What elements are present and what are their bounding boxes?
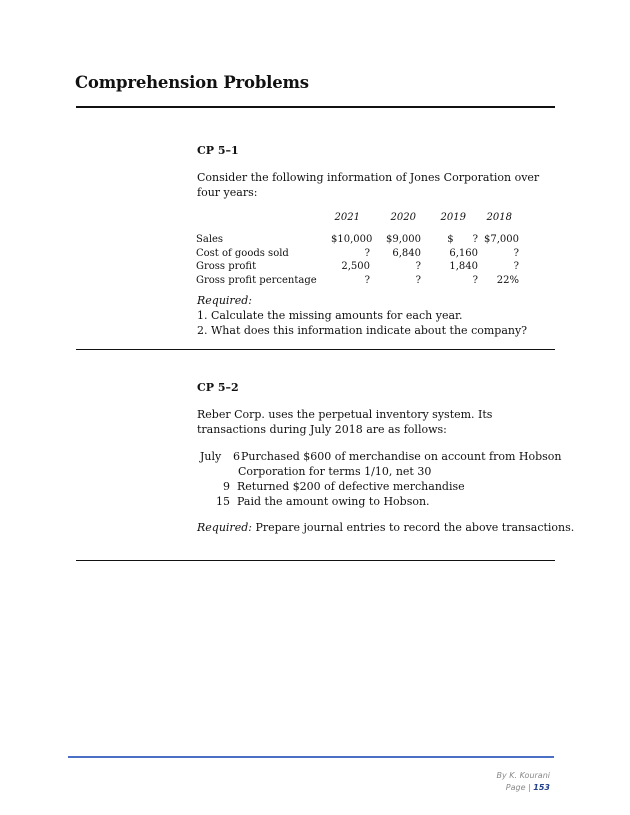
table-cell: 6,840 bbox=[392, 247, 421, 259]
transaction-continuation: Corporation for terms 1/10, net 30 bbox=[238, 465, 432, 478]
table-cell: ? bbox=[513, 261, 519, 272]
transaction-day: 15 bbox=[216, 495, 230, 508]
cp2-required-text: Prepare journal entries to record the above transactions. bbox=[255, 521, 575, 534]
problem-divider bbox=[76, 349, 555, 350]
cp2-required bbox=[197, 520, 577, 535]
footer-page bbox=[506, 783, 550, 792]
table-cell: 1,840 bbox=[449, 261, 478, 272]
cp1-intro: Consider the following information of Jones Corporation over four years: bbox=[197, 171, 540, 199]
transaction-text: Returned $200 of defective merchandise bbox=[237, 480, 465, 493]
table-cell: ? bbox=[415, 274, 421, 286]
section-title: Comprehension Problems bbox=[75, 73, 309, 92]
table-cell: $9,000 bbox=[386, 234, 421, 245]
year-header: 2018 bbox=[486, 212, 512, 223]
table-cell: ? bbox=[415, 261, 421, 272]
table-cell: 6,160 bbox=[449, 247, 478, 259]
table-cell: ? bbox=[513, 247, 519, 259]
row-label: Cost of goods sold bbox=[196, 247, 289, 259]
table-cell: $7,000 bbox=[484, 234, 519, 245]
transaction-month: July bbox=[200, 450, 222, 463]
row-label: Gross profit percentage bbox=[196, 274, 317, 286]
section-divider bbox=[76, 106, 555, 108]
transaction-day: 9 bbox=[223, 480, 230, 493]
cp1-required-label: Required: bbox=[197, 294, 252, 307]
transaction-text: Purchased $600 of merchandise on account from Hobson bbox=[241, 450, 562, 463]
table-cell: ? bbox=[472, 274, 478, 286]
table-cell: ? bbox=[364, 247, 370, 259]
transaction-text: Paid the amount owing to Hobson. bbox=[237, 495, 430, 508]
cp2-required-label: Required: bbox=[197, 521, 252, 534]
table-cell: $10,000 bbox=[331, 234, 373, 245]
table-cell: 22% bbox=[496, 274, 519, 286]
cp1-question: 2. What does this information indicate about the company? bbox=[197, 324, 528, 337]
page-number: 153 bbox=[533, 783, 550, 792]
transaction-row bbox=[200, 494, 430, 509]
transaction-row bbox=[200, 479, 465, 494]
year-header: 2020 bbox=[390, 212, 416, 223]
cp2-heading: CP 5–2 bbox=[197, 381, 239, 394]
footer-rule bbox=[68, 756, 554, 758]
row-label: Gross profit bbox=[196, 261, 257, 272]
page-label: Page | bbox=[505, 783, 531, 792]
table-cell: 2,500 bbox=[341, 261, 370, 272]
cp2-intro: Reber Corp. uses the perpetual inventory system. Its transactions during July 2018 are as follows: bbox=[197, 408, 493, 436]
row-label: Sales bbox=[196, 234, 224, 245]
table-cell: $ ? bbox=[447, 234, 478, 245]
cp1-heading: CP 5–1 bbox=[197, 144, 239, 157]
problem-divider bbox=[76, 560, 555, 561]
table-cell: ? bbox=[364, 274, 370, 286]
transaction-row: July 6Purchased $600 of merchandise on account from Hobson bbox=[200, 450, 562, 463]
year-header: 2019 bbox=[440, 212, 466, 223]
cp1-question: 1. Calculate the missing amounts for each year. bbox=[197, 309, 463, 322]
footer-author: By K. Kourani bbox=[496, 771, 550, 780]
year-header: 2021 bbox=[334, 212, 360, 223]
